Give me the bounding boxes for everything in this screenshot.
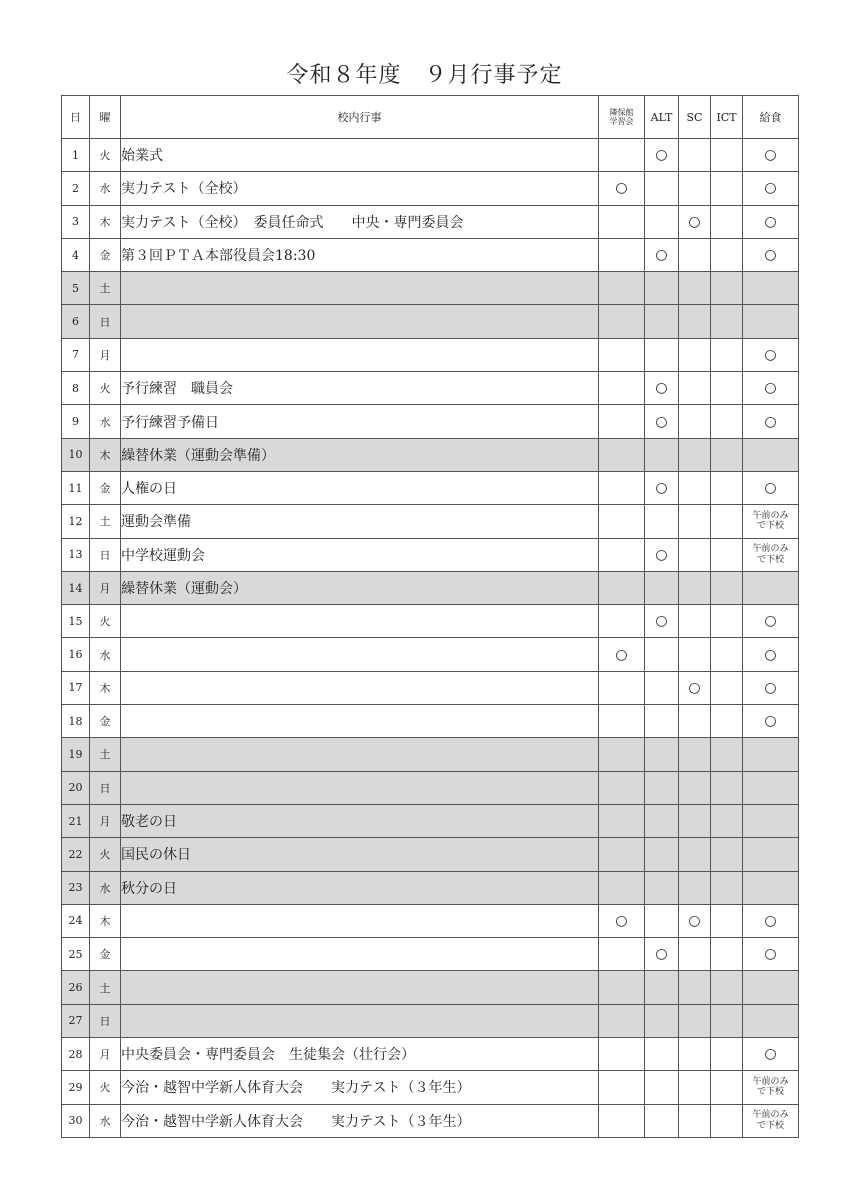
sc-cell xyxy=(679,305,711,338)
day-cell: 26 xyxy=(62,971,90,1004)
neighborhood-study-cell xyxy=(599,971,645,1004)
day-cell: 2 xyxy=(62,172,90,205)
lunch-cell: ○ xyxy=(743,338,799,371)
weekday-cell: 土 xyxy=(90,505,121,538)
neighborhood-study-cell xyxy=(599,571,645,604)
weekday-cell: 月 xyxy=(90,1038,121,1071)
events-cell xyxy=(121,705,599,738)
alt-cell xyxy=(645,1038,679,1071)
header-weekday: 曜 xyxy=(90,96,121,139)
table-row xyxy=(62,172,799,205)
neighborhood-study-cell xyxy=(599,705,645,738)
ict-cell xyxy=(711,671,743,704)
weekday-cell: 火 xyxy=(90,838,121,871)
alt-cell xyxy=(645,438,679,471)
neighborhood-study-cell xyxy=(599,538,645,571)
ict-cell xyxy=(711,1104,743,1137)
header-alt: ALT xyxy=(645,96,679,139)
sc-cell xyxy=(679,238,711,271)
weekday-cell: 土 xyxy=(90,272,121,305)
table-row xyxy=(62,871,799,904)
events-cell xyxy=(121,638,599,671)
weekday-cell: 火 xyxy=(90,1071,121,1104)
ict-cell xyxy=(711,139,743,172)
alt-cell: ○ xyxy=(645,605,679,638)
day-cell: 6 xyxy=(62,305,90,338)
table-row xyxy=(62,305,799,338)
events-cell: 予行練習予備日 xyxy=(121,405,599,438)
day-cell: 12 xyxy=(62,505,90,538)
sc-cell xyxy=(679,638,711,671)
day-cell: 19 xyxy=(62,738,90,771)
events-cell: 今治・越智中学新人体育大会 実力テスト（３年生） xyxy=(121,1071,599,1104)
header-sc: SC xyxy=(679,96,711,139)
lunch-cell: ○ xyxy=(743,1038,799,1071)
events-cell: 運動会準備 xyxy=(121,505,599,538)
lunch-cell: ○ xyxy=(743,471,799,504)
sc-cell xyxy=(679,272,711,305)
sc-cell: ○ xyxy=(679,904,711,937)
ict-cell xyxy=(711,871,743,904)
day-cell: 4 xyxy=(62,238,90,271)
lunch-cell: ○ xyxy=(743,671,799,704)
ict-cell xyxy=(711,705,743,738)
alt-cell xyxy=(645,804,679,837)
alt-cell xyxy=(645,871,679,904)
neighborhood-study-cell xyxy=(599,1071,645,1104)
sc-cell xyxy=(679,505,711,538)
weekday-cell: 金 xyxy=(90,938,121,971)
sc-cell xyxy=(679,139,711,172)
weekday-cell: 水 xyxy=(90,405,121,438)
events-cell: 実力テスト（全校） 委員任命式 中央・専門委員会 xyxy=(121,205,599,238)
ict-cell xyxy=(711,272,743,305)
neighborhood-study-cell xyxy=(599,738,645,771)
events-cell: 予行練習 職員会 xyxy=(121,372,599,405)
ict-cell xyxy=(711,838,743,871)
alt-cell: ○ xyxy=(645,372,679,405)
ict-cell xyxy=(711,238,743,271)
table-row xyxy=(62,771,799,804)
ict-cell xyxy=(711,638,743,671)
ict-cell xyxy=(711,305,743,338)
alt-cell: ○ xyxy=(645,471,679,504)
ict-cell xyxy=(711,1038,743,1071)
header-events: 校内行事 xyxy=(121,96,599,139)
alt-cell xyxy=(645,671,679,704)
sc-cell xyxy=(679,804,711,837)
neighborhood-study-cell xyxy=(599,338,645,371)
weekday-cell: 木 xyxy=(90,671,121,704)
events-cell xyxy=(121,938,599,971)
table-row xyxy=(62,205,799,238)
events-cell xyxy=(121,1004,599,1037)
weekday-cell: 水 xyxy=(90,871,121,904)
neighborhood-study-cell xyxy=(599,471,645,504)
weekday-cell: 木 xyxy=(90,205,121,238)
lunch-cell xyxy=(743,771,799,804)
lunch-cell: ○ xyxy=(743,605,799,638)
events-cell xyxy=(121,605,599,638)
table-row xyxy=(62,372,799,405)
events-cell xyxy=(121,338,599,371)
header-row xyxy=(62,96,799,139)
header-lunch: 給食 xyxy=(743,96,799,139)
ict-cell xyxy=(711,372,743,405)
table-row xyxy=(62,538,799,571)
day-cell: 23 xyxy=(62,871,90,904)
day-cell: 8 xyxy=(62,372,90,405)
table-row xyxy=(62,1104,799,1137)
day-cell: 30 xyxy=(62,1104,90,1137)
weekday-cell: 日 xyxy=(90,1004,121,1037)
table-row xyxy=(62,738,799,771)
neighborhood-study-cell xyxy=(599,505,645,538)
day-cell: 14 xyxy=(62,571,90,604)
day-cell: 29 xyxy=(62,1071,90,1104)
lunch-cell: ○ xyxy=(743,372,799,405)
neighborhood-study-cell: ○ xyxy=(599,904,645,937)
weekday-cell: 月 xyxy=(90,338,121,371)
day-cell: 21 xyxy=(62,804,90,837)
alt-cell xyxy=(645,705,679,738)
alt-cell xyxy=(645,571,679,604)
ict-cell xyxy=(711,571,743,604)
sc-cell xyxy=(679,771,711,804)
neighborhood-study-cell xyxy=(599,305,645,338)
lunch-cell: ○ xyxy=(743,938,799,971)
table-row xyxy=(62,971,799,1004)
day-cell: 1 xyxy=(62,139,90,172)
neighborhood-study-cell xyxy=(599,1004,645,1037)
lunch-cell: ○ xyxy=(743,238,799,271)
day-cell: 24 xyxy=(62,904,90,937)
events-cell: 実力テスト（全校） xyxy=(121,172,599,205)
weekday-cell: 水 xyxy=(90,1104,121,1137)
events-cell: 敬老の日 xyxy=(121,804,599,837)
lunch-cell: ○ xyxy=(743,705,799,738)
lunch-cell: 午前のみ で下校 xyxy=(743,505,799,538)
table-row xyxy=(62,605,799,638)
day-cell: 16 xyxy=(62,638,90,671)
weekday-cell: 金 xyxy=(90,238,121,271)
day-cell: 10 xyxy=(62,438,90,471)
day-cell: 13 xyxy=(62,538,90,571)
events-cell xyxy=(121,904,599,937)
alt-cell xyxy=(645,338,679,371)
ict-cell xyxy=(711,1071,743,1104)
alt-cell xyxy=(645,738,679,771)
day-cell: 22 xyxy=(62,838,90,871)
sc-cell xyxy=(679,938,711,971)
weekday-cell: 木 xyxy=(90,438,121,471)
sc-cell xyxy=(679,871,711,904)
events-cell: 今治・越智中学新人体育大会 実力テスト（３年生） xyxy=(121,1104,599,1137)
alt-cell xyxy=(645,638,679,671)
events-cell: 第３回ＰＴＡ本部役員会18:30 xyxy=(121,238,599,271)
sc-cell: ○ xyxy=(679,205,711,238)
sc-cell xyxy=(679,438,711,471)
neighborhood-study-cell xyxy=(599,605,645,638)
day-cell: 28 xyxy=(62,1038,90,1071)
events-cell: 国民の休日 xyxy=(121,838,599,871)
events-cell: 中学校運動会 xyxy=(121,538,599,571)
day-cell: 18 xyxy=(62,705,90,738)
sc-cell: ○ xyxy=(679,671,711,704)
events-cell xyxy=(121,771,599,804)
neighborhood-study-cell xyxy=(599,372,645,405)
ict-cell xyxy=(711,1004,743,1037)
ict-cell xyxy=(711,405,743,438)
weekday-cell: 木 xyxy=(90,904,121,937)
weekday-cell: 月 xyxy=(90,571,121,604)
ict-cell xyxy=(711,804,743,837)
sc-cell xyxy=(679,1104,711,1137)
table-row xyxy=(62,438,799,471)
lunch-cell xyxy=(743,971,799,1004)
alt-cell xyxy=(645,272,679,305)
neighborhood-study-cell xyxy=(599,771,645,804)
alt-cell xyxy=(645,904,679,937)
alt-cell xyxy=(645,1104,679,1137)
neighborhood-study-cell xyxy=(599,671,645,704)
alt-cell: ○ xyxy=(645,538,679,571)
sc-cell xyxy=(679,471,711,504)
events-cell xyxy=(121,738,599,771)
alt-cell: ○ xyxy=(645,139,679,172)
day-cell: 5 xyxy=(62,272,90,305)
sc-cell xyxy=(679,1004,711,1037)
table-row xyxy=(62,571,799,604)
alt-cell: ○ xyxy=(645,938,679,971)
neighborhood-study-cell xyxy=(599,139,645,172)
events-cell: 人権の日 xyxy=(121,471,599,504)
sc-cell xyxy=(679,738,711,771)
table-row xyxy=(62,838,799,871)
ict-cell xyxy=(711,605,743,638)
day-cell: 11 xyxy=(62,471,90,504)
alt-cell xyxy=(645,838,679,871)
day-cell: 20 xyxy=(62,771,90,804)
table-row xyxy=(62,505,799,538)
header-neighborhood-study: 隣保館 学習会 xyxy=(599,96,645,139)
table-row xyxy=(62,471,799,504)
day-cell: 9 xyxy=(62,405,90,438)
events-cell: 繰替休業（運動会準備） xyxy=(121,438,599,471)
header-ict: ICT xyxy=(711,96,743,139)
neighborhood-study-cell xyxy=(599,238,645,271)
lunch-cell: 午前のみ で下校 xyxy=(743,538,799,571)
day-cell: 7 xyxy=(62,338,90,371)
header-day: 日 xyxy=(62,96,90,139)
neighborhood-study-cell xyxy=(599,205,645,238)
lunch-cell xyxy=(743,1004,799,1037)
lunch-cell xyxy=(743,272,799,305)
day-cell: 15 xyxy=(62,605,90,638)
events-cell xyxy=(121,671,599,704)
sc-cell xyxy=(679,971,711,1004)
sc-cell xyxy=(679,338,711,371)
lunch-cell xyxy=(743,305,799,338)
sc-cell xyxy=(679,605,711,638)
table-row xyxy=(62,1004,799,1037)
alt-cell xyxy=(645,971,679,1004)
sc-cell xyxy=(679,1071,711,1104)
sc-cell xyxy=(679,372,711,405)
ict-cell xyxy=(711,438,743,471)
ict-cell xyxy=(711,738,743,771)
ict-cell xyxy=(711,971,743,1004)
neighborhood-study-cell xyxy=(599,1038,645,1071)
alt-cell xyxy=(645,1071,679,1104)
alt-cell: ○ xyxy=(645,405,679,438)
ict-cell xyxy=(711,538,743,571)
table-row xyxy=(62,804,799,837)
alt-cell xyxy=(645,505,679,538)
ict-cell xyxy=(711,904,743,937)
table-row xyxy=(62,272,799,305)
ict-cell xyxy=(711,771,743,804)
lunch-cell: ○ xyxy=(743,405,799,438)
weekday-cell: 火 xyxy=(90,372,121,405)
lunch-cell: 午前のみ で下校 xyxy=(743,1104,799,1137)
lunch-cell: ○ xyxy=(743,904,799,937)
alt-cell xyxy=(645,305,679,338)
weekday-cell: 日 xyxy=(90,771,121,804)
lunch-cell: 午前のみ で下校 xyxy=(743,1071,799,1104)
events-cell: 始業式 xyxy=(121,139,599,172)
weekday-cell: 金 xyxy=(90,471,121,504)
sc-cell xyxy=(679,838,711,871)
ict-cell xyxy=(711,172,743,205)
sc-cell xyxy=(679,538,711,571)
page-title: 令和８年度 ９月行事予定 xyxy=(286,63,563,88)
table-row xyxy=(62,938,799,971)
neighborhood-study-cell xyxy=(599,405,645,438)
neighborhood-study-cell: ○ xyxy=(599,172,645,205)
table-row xyxy=(62,338,799,371)
weekday-cell: 土 xyxy=(90,738,121,771)
day-cell: 3 xyxy=(62,205,90,238)
lunch-cell xyxy=(743,838,799,871)
ict-cell xyxy=(711,205,743,238)
ict-cell xyxy=(711,338,743,371)
lunch-cell xyxy=(743,804,799,837)
alt-cell xyxy=(645,205,679,238)
neighborhood-study-cell xyxy=(599,938,645,971)
lunch-cell: ○ xyxy=(743,139,799,172)
events-cell xyxy=(121,305,599,338)
neighborhood-study-cell xyxy=(599,272,645,305)
neighborhood-study-cell xyxy=(599,871,645,904)
lunch-cell: ○ xyxy=(743,172,799,205)
weekday-cell: 火 xyxy=(90,139,121,172)
events-cell: 中央委員会・専門委員会 生徒集会（壮行会） xyxy=(121,1038,599,1071)
lunch-cell xyxy=(743,738,799,771)
weekday-cell: 水 xyxy=(90,638,121,671)
weekday-cell: 火 xyxy=(90,605,121,638)
weekday-cell: 日 xyxy=(90,305,121,338)
table-row xyxy=(62,1071,799,1104)
table-row xyxy=(62,238,799,271)
weekday-cell: 水 xyxy=(90,172,121,205)
lunch-cell: ○ xyxy=(743,205,799,238)
lunch-cell xyxy=(743,438,799,471)
lunch-cell xyxy=(743,871,799,904)
alt-cell xyxy=(645,172,679,205)
neighborhood-study-cell xyxy=(599,804,645,837)
neighborhood-study-cell xyxy=(599,838,645,871)
weekday-cell: 日 xyxy=(90,538,121,571)
table-row xyxy=(62,671,799,704)
table-row xyxy=(62,705,799,738)
table-row xyxy=(62,1038,799,1071)
alt-cell xyxy=(645,771,679,804)
ict-cell xyxy=(711,938,743,971)
lunch-cell: ○ xyxy=(743,638,799,671)
day-cell: 17 xyxy=(62,671,90,704)
alt-cell: ○ xyxy=(645,238,679,271)
table-row xyxy=(62,139,799,172)
sc-cell xyxy=(679,705,711,738)
sc-cell xyxy=(679,172,711,205)
neighborhood-study-cell xyxy=(599,1104,645,1137)
day-cell: 27 xyxy=(62,1004,90,1037)
day-cell: 25 xyxy=(62,938,90,971)
events-cell: 秋分の日 xyxy=(121,871,599,904)
sc-cell xyxy=(679,571,711,604)
table-row xyxy=(62,405,799,438)
events-cell xyxy=(121,971,599,1004)
weekday-cell: 金 xyxy=(90,705,121,738)
events-cell xyxy=(121,272,599,305)
weekday-cell: 土 xyxy=(90,971,121,1004)
table-row xyxy=(62,904,799,937)
alt-cell xyxy=(645,1004,679,1037)
ict-cell xyxy=(711,471,743,504)
weekday-cell: 月 xyxy=(90,804,121,837)
table-row xyxy=(62,638,799,671)
neighborhood-study-cell xyxy=(599,438,645,471)
sc-cell xyxy=(679,405,711,438)
sc-cell xyxy=(679,1038,711,1071)
lunch-cell xyxy=(743,571,799,604)
ict-cell xyxy=(711,505,743,538)
neighborhood-study-cell: ○ xyxy=(599,638,645,671)
events-cell: 繰替休業（運動会） xyxy=(121,571,599,604)
schedule-table xyxy=(61,95,799,1138)
